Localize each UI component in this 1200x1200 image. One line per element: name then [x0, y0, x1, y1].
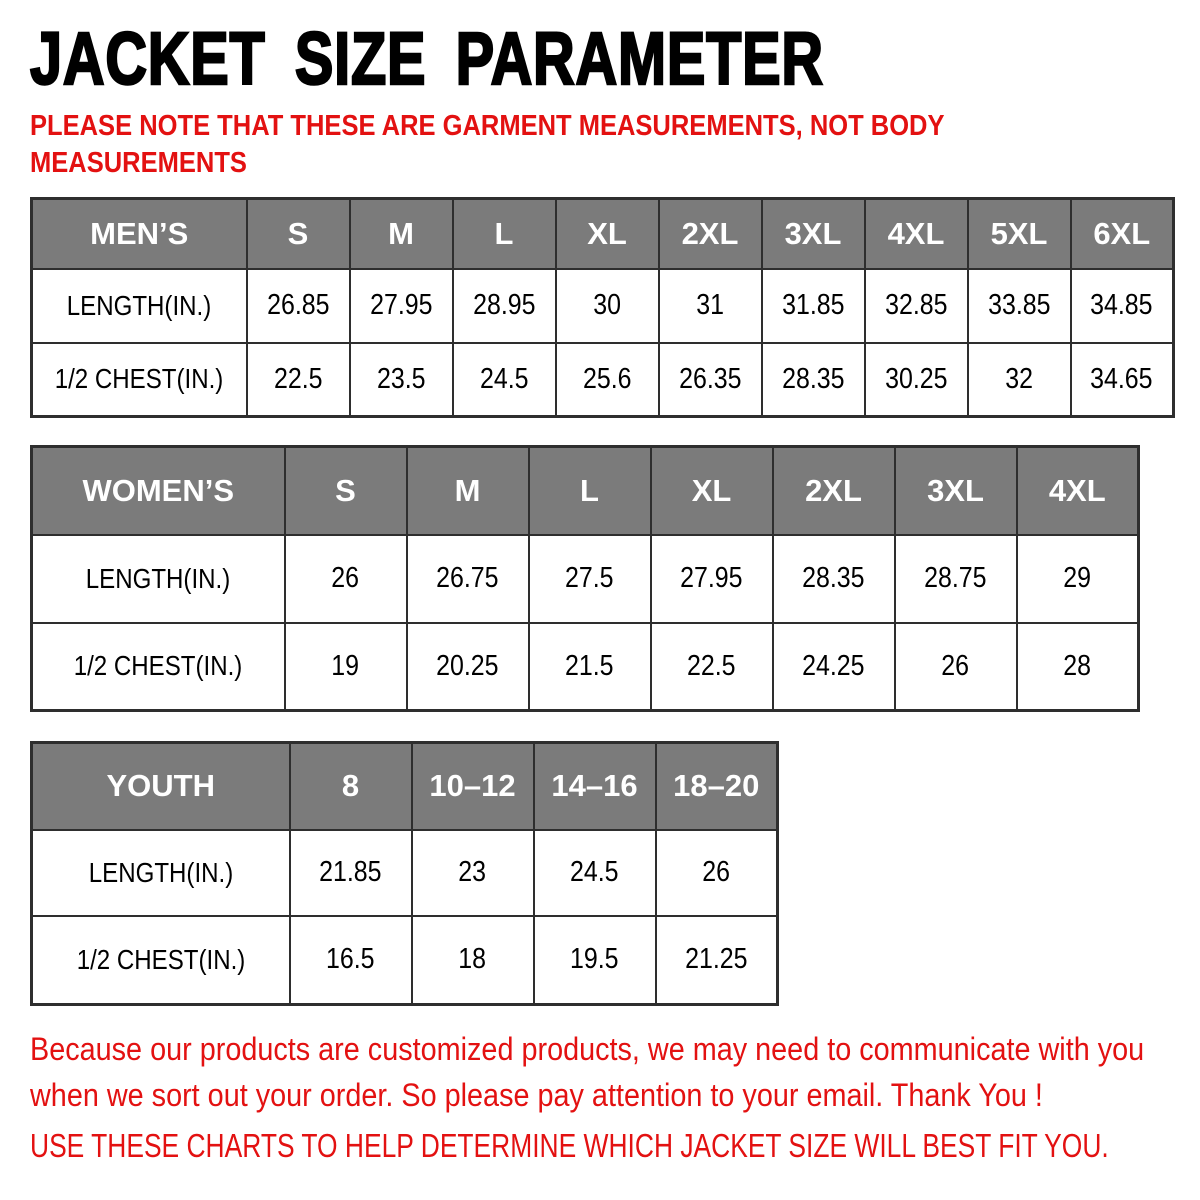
- data-cell: 21.85: [290, 830, 412, 916]
- data-cell: 22.5: [651, 623, 773, 711]
- data-cell: 19.5: [534, 916, 656, 1005]
- data-cell: 21.25: [656, 916, 778, 1005]
- table-row: [32, 269, 1174, 343]
- data-cell: 27.5: [529, 535, 651, 623]
- page-title: JACKET SIZE PARAMETER: [30, 17, 824, 100]
- header-cell: 18–20: [656, 743, 778, 830]
- data-cell: 22.5: [247, 343, 350, 417]
- data-cell: 26: [285, 535, 407, 623]
- data-cell: 30: [556, 269, 659, 343]
- data-cell: 26.35: [659, 343, 762, 417]
- header-cell: 4XL: [865, 199, 968, 269]
- header-cell: 3XL: [762, 199, 865, 269]
- fit-advice-line: [30, 1126, 1200, 1166]
- header-cell: MEN’S: [32, 199, 247, 269]
- header-cell: M: [407, 447, 529, 535]
- data-cell: 28.35: [773, 535, 895, 623]
- data-cell: 32.85: [865, 269, 968, 343]
- data-cell: 28.35: [762, 343, 865, 417]
- data-cell: 29: [1017, 535, 1139, 623]
- row-label-cell: LENGTH(IN.): [32, 830, 290, 916]
- header-cell: L: [453, 199, 556, 269]
- note-line: MEASUREMENTS: [30, 147, 247, 179]
- notice-line: when we sort out your order. So please pay attention to your email. Thank You !: [30, 1077, 1043, 1113]
- row-label-cell: LENGTH(IN.): [32, 269, 247, 343]
- data-cell: 19: [285, 623, 407, 711]
- table-row: [32, 199, 1174, 269]
- header-cell: S: [247, 199, 350, 269]
- data-cell: 28: [1017, 623, 1139, 711]
- garment-measurement-note: [30, 108, 1069, 182]
- table-row: [32, 830, 778, 916]
- data-cell: 24.25: [773, 623, 895, 711]
- data-cell: 24.5: [534, 830, 656, 916]
- mens-size-table: [30, 197, 1175, 418]
- header-cell: 4XL: [1017, 447, 1139, 535]
- data-cell: 26.85: [247, 269, 350, 343]
- row-label-cell: 1/2 CHEST(IN.): [32, 623, 285, 711]
- data-cell: 28.95: [453, 269, 556, 343]
- data-cell: 32: [968, 343, 1071, 417]
- data-cell: 23: [412, 830, 534, 916]
- header-cell: WOMEN’S: [32, 447, 285, 535]
- data-cell: 25.6: [556, 343, 659, 417]
- header-cell: L: [529, 447, 651, 535]
- youth-size-table: [30, 741, 779, 1006]
- header-cell: 8: [290, 743, 412, 830]
- header-cell: 2XL: [773, 447, 895, 535]
- header-cell: 3XL: [895, 447, 1017, 535]
- womens-size-table: [30, 445, 1140, 712]
- row-label-cell: 1/2 CHEST(IN.): [32, 343, 247, 417]
- data-cell: 33.85: [968, 269, 1071, 343]
- table-row: [32, 343, 1174, 417]
- data-cell: 34.65: [1071, 343, 1174, 417]
- note-line: PLEASE NOTE THAT THESE ARE GARMENT MEASUREMENTS, NOT BODY: [30, 110, 945, 142]
- data-cell: 27.95: [350, 269, 453, 343]
- header-cell: XL: [651, 447, 773, 535]
- data-cell: 18: [412, 916, 534, 1005]
- notice-line: Because our products are customized products, we may need to communicate with you: [30, 1031, 1145, 1067]
- header-cell: YOUTH: [32, 743, 290, 830]
- data-cell: 23.5: [350, 343, 453, 417]
- data-cell: 30.25: [865, 343, 968, 417]
- data-cell: 26.75: [407, 535, 529, 623]
- row-label-cell: 1/2 CHEST(IN.): [32, 916, 290, 1005]
- row-label-cell: LENGTH(IN.): [32, 535, 285, 623]
- data-cell: 27.95: [651, 535, 773, 623]
- header-cell: XL: [556, 199, 659, 269]
- data-cell: 26: [895, 623, 1017, 711]
- data-cell: 16.5: [290, 916, 412, 1005]
- data-cell: 31: [659, 269, 762, 343]
- header-cell: 14–16: [534, 743, 656, 830]
- header-cell: 6XL: [1071, 199, 1174, 269]
- table-row: [32, 743, 778, 830]
- data-cell: 26: [656, 830, 778, 916]
- advice-line: USE THESE CHARTS TO HELP DETERMINE WHICH JACKET SIZE WILL BEST FIT YOU.: [30, 1127, 1109, 1164]
- data-cell: 21.5: [529, 623, 651, 711]
- table-row: [32, 916, 778, 1005]
- data-cell: 31.85: [762, 269, 865, 343]
- data-cell: 28.75: [895, 535, 1017, 623]
- header-cell: S: [285, 447, 407, 535]
- table-row: [32, 447, 1139, 535]
- data-cell: 24.5: [453, 343, 556, 417]
- header-cell: 5XL: [968, 199, 1071, 269]
- table-row: [32, 535, 1139, 623]
- header-cell: M: [350, 199, 453, 269]
- header-cell: 2XL: [659, 199, 762, 269]
- data-cell: 20.25: [407, 623, 529, 711]
- customization-notice: [30, 1026, 1200, 1118]
- table-row: [32, 623, 1139, 711]
- data-cell: 34.85: [1071, 269, 1174, 343]
- header-cell: 10–12: [412, 743, 534, 830]
